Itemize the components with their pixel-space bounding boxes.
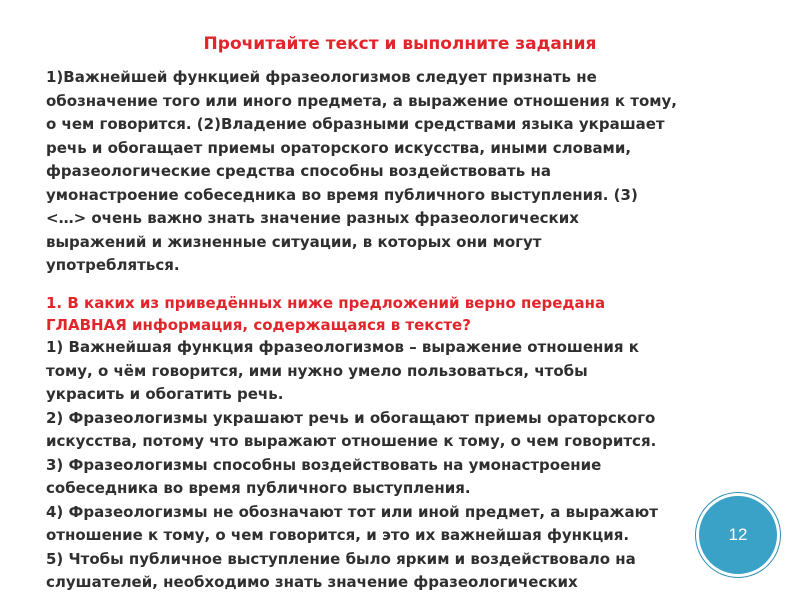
answer-line: отношение к тому, о чем говорится, и это их важнейшая функция. [46, 526, 630, 544]
text-line: умонастроение собеседника во время публичного выступления. (3) [46, 185, 638, 204]
reading-text [46, 66, 786, 278]
answer-line: собеседника во время публичного выступления. [46, 479, 471, 497]
text-line: 1)Важнейшей функцией фразеологизмов следует признать не [46, 68, 597, 86]
text-line: выражений и жизненные ситуации, в которых они могут [46, 232, 542, 251]
answer-line: 4) Фразеологизмы не обозначают тот или иной предмет, а выражают [46, 502, 658, 521]
page-number-badge: 12 [696, 493, 780, 577]
slide-title: Прочитайте текст и выполните задания [203, 34, 597, 54]
answer-line: тому, о чём говорится, ими нужно умело пользоваться, чтобы [46, 361, 588, 380]
question-line: 1. В каких из приведённых ниже предложений верно передана [46, 294, 606, 312]
answer-line: 3) Фразеологизмы способны воздействовать на умонастроение [46, 455, 602, 474]
text-line: <…> очень важно знать значение разных фразеологических [46, 209, 579, 227]
answer-line: 1) Важнейшая функция фразеологизмов – выражение отношения к [46, 338, 639, 356]
question-line: ГЛАВНАЯ информация, содержащаяся в тексте? [46, 316, 471, 334]
text-line: о чем говорится. (2)Владение образными средствами языка украшает [46, 115, 665, 133]
answer-line: украсить и обогатить речь. [46, 385, 284, 403]
text-line: фразеологические средства способны воздействовать на [46, 162, 551, 180]
question-prompt [46, 292, 786, 336]
text-line: употребляться. [46, 256, 180, 274]
answer-line: 2) Фразеологизмы украшают речь и обогащают приемы ораторского [46, 408, 656, 427]
text-line: обозначение того или иного предмета, а выражение отношения к тому, [46, 91, 677, 110]
answer-options [46, 336, 786, 595]
text-line: речь и обогащает приемы ораторского искусства, иными словами, [46, 138, 632, 157]
answer-line: 5) Чтобы публичное выступление было ярким и воздействовало на [46, 549, 636, 568]
answer-line: искусства, потому что выражают отношение к тому, о чем говорится. [46, 432, 657, 450]
answer-line: слушателей, необходимо знать значение фразеологических [46, 573, 578, 591]
